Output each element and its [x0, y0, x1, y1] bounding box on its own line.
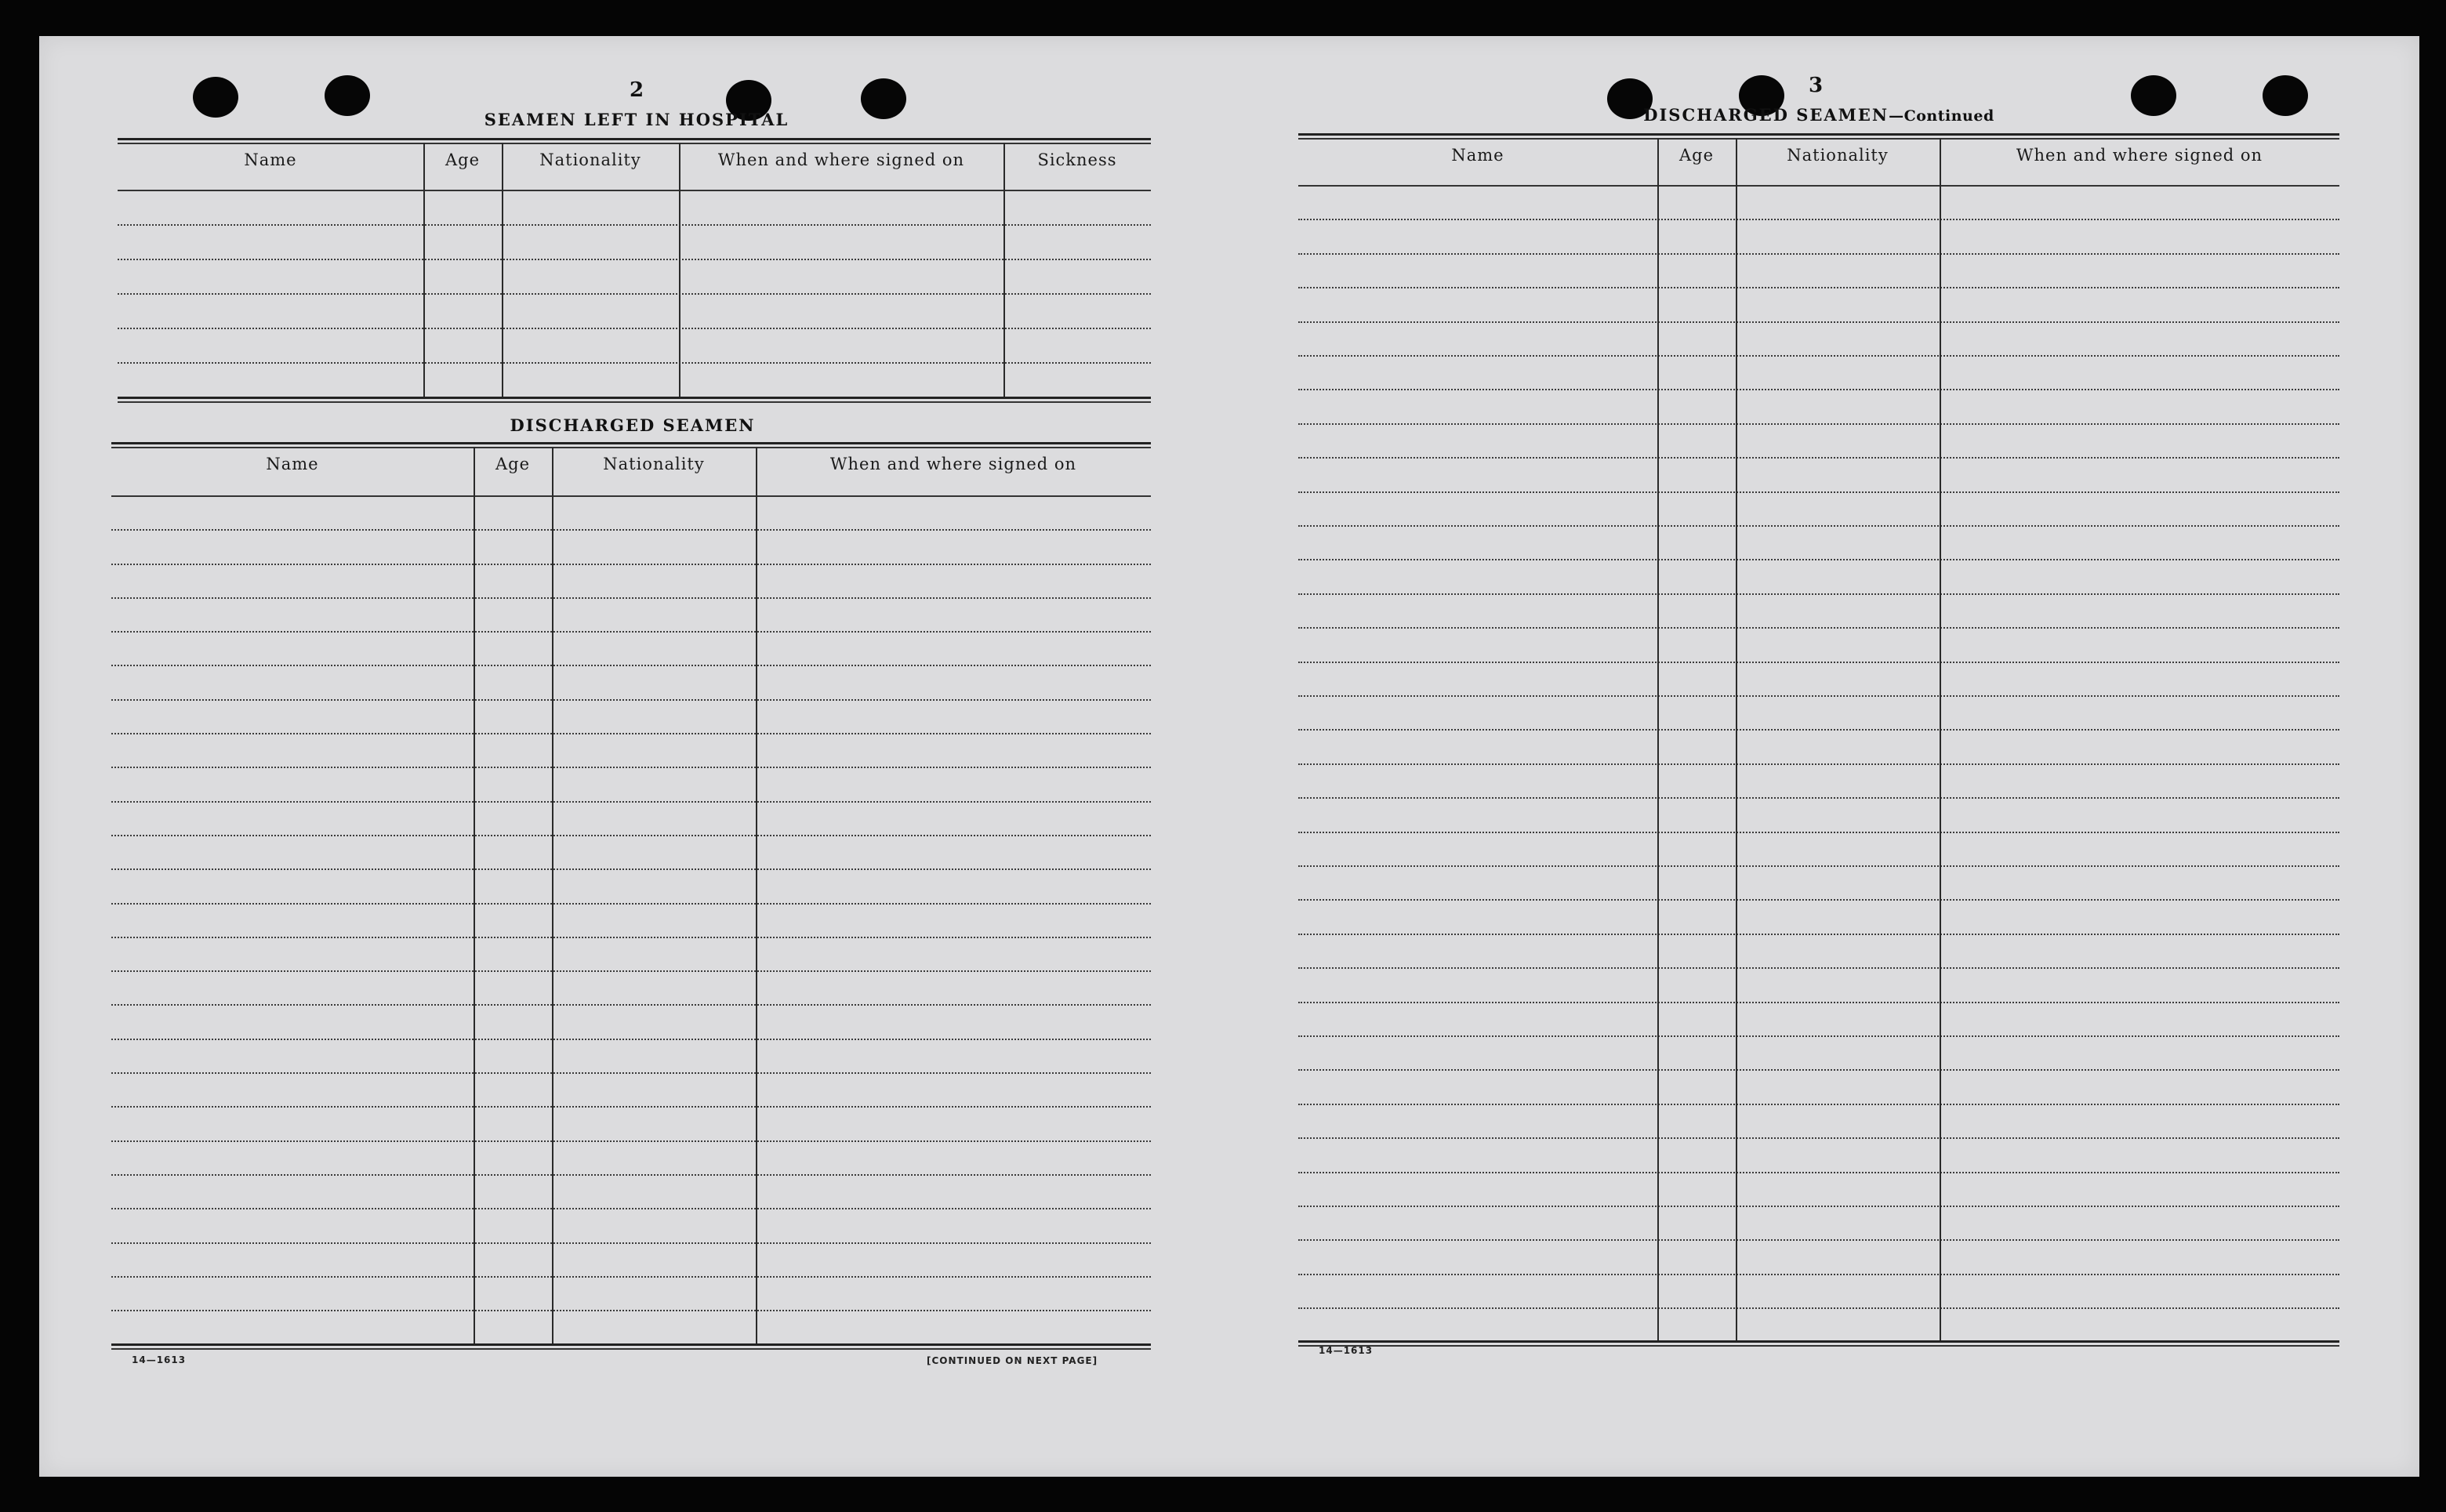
row-rule: [1298, 321, 2339, 323]
table-bottom-rule: [1298, 1345, 2339, 1347]
punch-hole: [861, 78, 906, 119]
row-rule: [118, 362, 1151, 364]
table-top-rule: [118, 143, 1151, 144]
header-rule: [1298, 185, 2339, 187]
column-divider: [1657, 138, 1659, 1340]
row-rule: [111, 1106, 1151, 1108]
row-rule: [111, 699, 1151, 701]
punch-hole: [2263, 75, 2308, 116]
row-rule: [1298, 1035, 2339, 1037]
table-bottom-rule: [111, 1348, 1151, 1350]
row-rule: [111, 1174, 1151, 1176]
row-rule: [1298, 287, 2339, 288]
row-rule: [111, 597, 1151, 599]
table-top-rule: [111, 447, 1151, 448]
column-header: When and where signed on: [829, 455, 1077, 473]
row-rule: [111, 733, 1151, 734]
punch-hole: [193, 77, 238, 118]
punch-hole: [325, 75, 370, 116]
row-rule: [111, 1072, 1151, 1074]
section-title-suffix: —Continued: [1889, 107, 1994, 125]
column-header: Age: [445, 150, 481, 169]
row-rule: [1298, 899, 2339, 901]
column-divider: [552, 447, 553, 1343]
form-number: 14—1613: [132, 1354, 187, 1365]
row-rule: [111, 970, 1151, 972]
row-rule: [1298, 1239, 2339, 1241]
table-top-rule: [118, 138, 1151, 140]
row-rule: [111, 665, 1151, 666]
row-rule: [1298, 491, 2339, 493]
row-rule: [1298, 662, 2339, 663]
row-rule: [1298, 967, 2339, 969]
row-rule: [111, 631, 1151, 633]
row-rule: [1298, 593, 2339, 595]
row-rule: [111, 1310, 1151, 1311]
row-rule: [1298, 1069, 2339, 1071]
row-rule: [1298, 559, 2339, 560]
row-rule: [1298, 1307, 2339, 1309]
row-rule: [1298, 389, 2339, 390]
column-header: Name: [1451, 146, 1504, 165]
table-bottom-rule: [1298, 1340, 2339, 1343]
column-header: Name: [244, 150, 297, 169]
page-number: 3: [1808, 74, 1824, 97]
row-rule: [1298, 253, 2339, 255]
table-top-rule: [1298, 138, 2339, 140]
column-divider: [756, 447, 757, 1343]
form-number: 14—1613: [1319, 1345, 1374, 1356]
row-rule: [1298, 832, 2339, 833]
table-bottom-rule: [118, 401, 1151, 403]
column-divider: [423, 143, 425, 397]
row-rule: [1298, 865, 2339, 867]
row-rule: [111, 1039, 1151, 1040]
row-rule: [111, 767, 1151, 768]
row-rule: [111, 1242, 1151, 1244]
page-number: 2: [629, 78, 644, 102]
column-divider: [1003, 143, 1005, 397]
row-rule: [1298, 1172, 2339, 1173]
column-header: When and where signed on: [2016, 146, 2263, 165]
row-rule: [111, 1208, 1151, 1209]
row-rule: [111, 937, 1151, 938]
row-rule: [1298, 423, 2339, 425]
row-rule: [111, 529, 1151, 531]
table-bottom-rule: [111, 1343, 1151, 1346]
row-rule: [1298, 219, 2339, 220]
row-rule: [1298, 729, 2339, 731]
row-rule: [118, 293, 1151, 295]
column-header: Nationality: [603, 455, 705, 473]
row-rule: [1298, 525, 2339, 527]
row-rule: [111, 801, 1151, 803]
column-divider: [1940, 138, 1941, 1340]
punch-hole: [2131, 75, 2176, 116]
form-sheet: [39, 36, 2419, 1477]
table-top-rule: [111, 442, 1151, 444]
continued-note: [CONTINUED ON NEXT PAGE]: [927, 1355, 1098, 1366]
row-rule: [1298, 1206, 2339, 1207]
table-bottom-rule: [118, 397, 1151, 399]
row-rule: [111, 903, 1151, 905]
column-header: Nationality: [1787, 146, 1889, 165]
column-divider: [502, 143, 503, 397]
section-title-discharged-continued: [1643, 105, 1994, 125]
row-rule: [111, 835, 1151, 836]
column-header: Nationality: [539, 150, 641, 169]
column-divider: [474, 447, 475, 1343]
row-rule: [1298, 355, 2339, 357]
table-top-rule: [1298, 133, 2339, 136]
header-rule: [118, 190, 1151, 191]
row-rule: [111, 1276, 1151, 1278]
column-divider: [679, 143, 680, 397]
header-rule: [111, 495, 1151, 497]
section-title-hospital: SEAMEN LEFT IN HOSPITAL: [484, 110, 789, 129]
row-rule: [1298, 1002, 2339, 1003]
row-rule: [1298, 457, 2339, 459]
row-rule: [111, 1140, 1151, 1142]
row-rule: [1298, 1104, 2339, 1105]
row-rule: [118, 224, 1151, 226]
column-header: Age: [1678, 146, 1715, 165]
column-header: Age: [495, 455, 531, 473]
column-divider: [1736, 138, 1737, 1340]
column-header: Name: [266, 455, 319, 473]
row-rule: [1298, 1137, 2339, 1139]
row-rule: [118, 259, 1151, 260]
row-rule: [1298, 1274, 2339, 1275]
row-rule: [118, 328, 1151, 329]
row-rule: [1298, 627, 2339, 629]
row-rule: [1298, 934, 2339, 935]
row-rule: [111, 1004, 1151, 1006]
section-title-main: DISCHARGED SEAMEN: [1643, 105, 1889, 125]
row-rule: [111, 564, 1151, 565]
row-rule: [1298, 695, 2339, 697]
column-header: When and where signed on: [717, 150, 965, 169]
column-header: Sickness: [1037, 150, 1117, 169]
section-title-discharged: DISCHARGED SEAMEN: [510, 415, 756, 435]
row-rule: [1298, 797, 2339, 799]
row-rule: [111, 868, 1151, 870]
row-rule: [1298, 763, 2339, 765]
